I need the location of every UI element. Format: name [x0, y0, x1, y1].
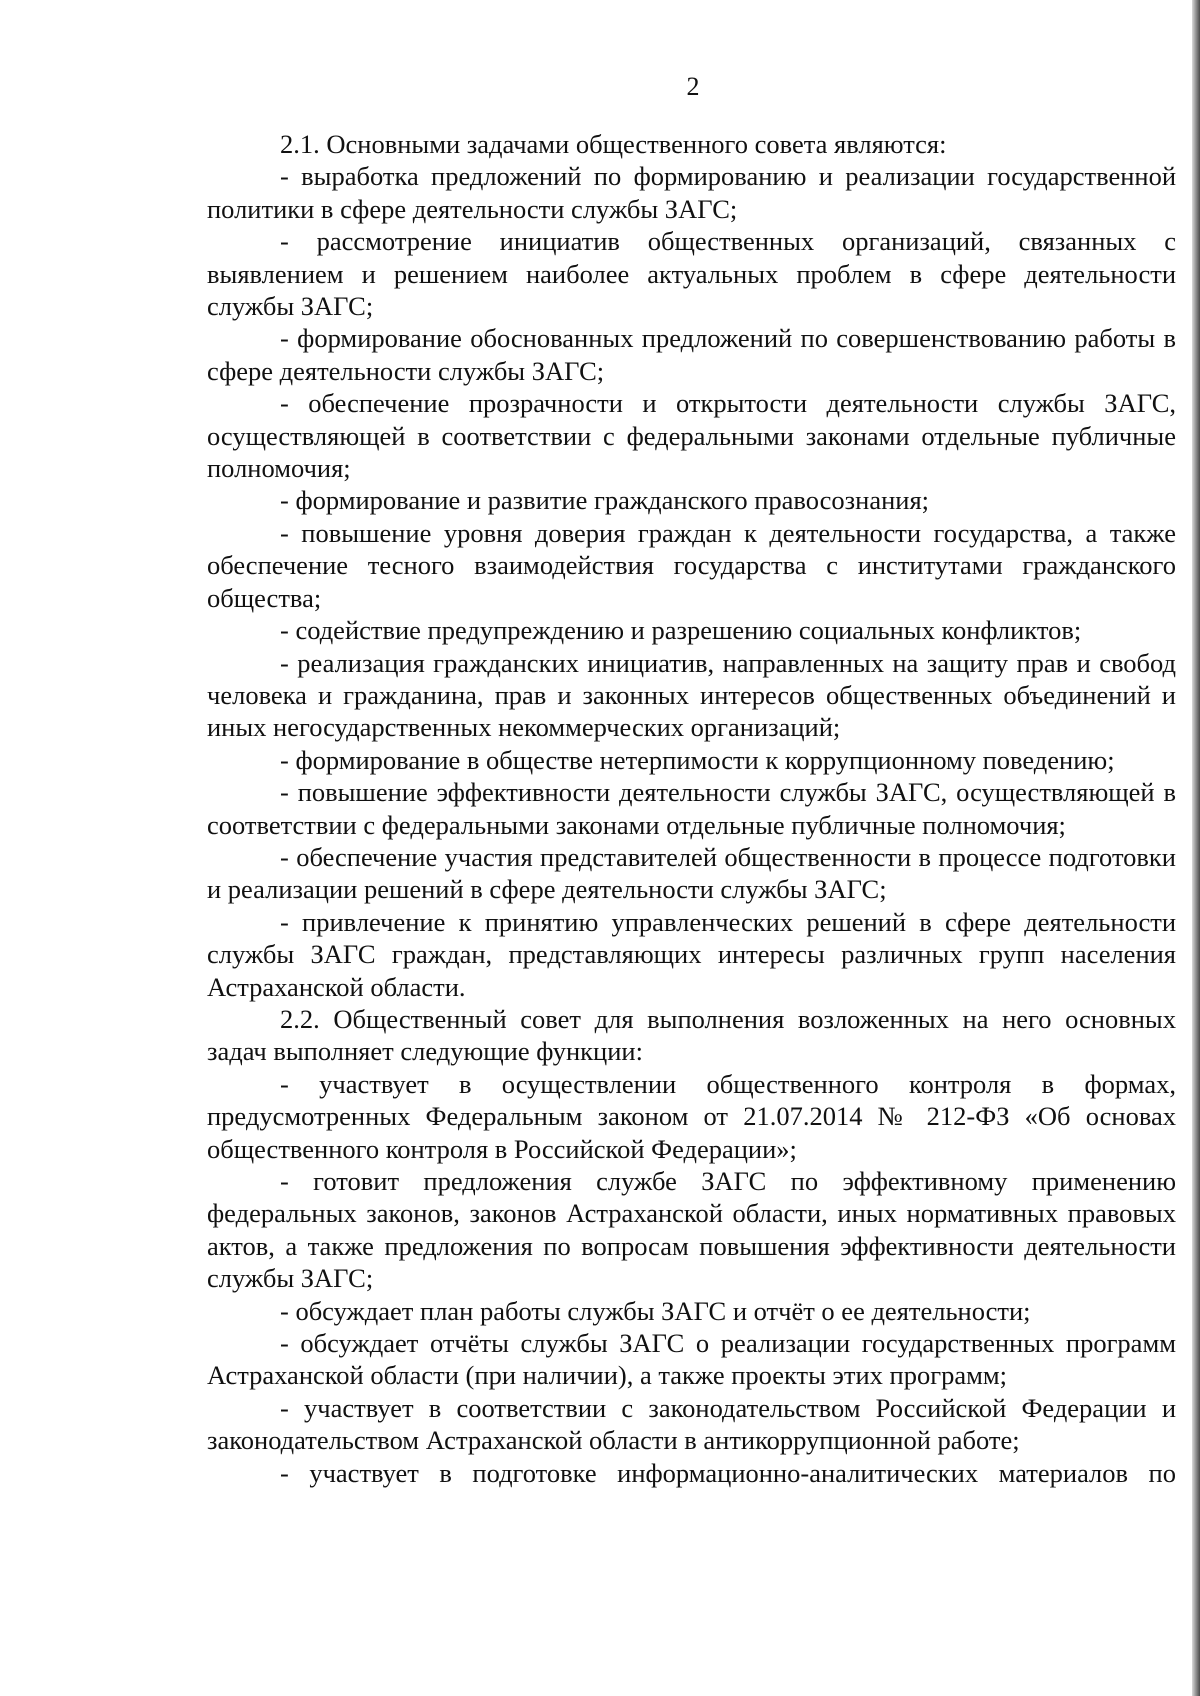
paragraph: - обсуждает отчёты службы ЗАГС о реализации государственных программ Астраханской области (при наличии), а также проекты этих программ;	[207, 1328, 1176, 1391]
paragraph: - участвует в подготовке информационно-аналитических материалов по	[280, 1457, 1176, 1488]
paragraph: 2.2. Общественный совет для выполнения возложенных на него основных задач выполняет следующие функции:	[207, 1003, 1176, 1067]
paragraph: - формирование и развитие гражданского правосознания;	[280, 485, 929, 516]
paragraph: - формирование обоснованных предложений по совершенствованию работы в сфере деятельности службы ЗАГС;	[207, 323, 1176, 386]
paragraph: - повышение эффективности деятельности службы ЗАГС, осуществляющей в соответствии с федеральными законами отдельные публичные полномочия;	[207, 777, 1176, 840]
scan-edge	[1192, 0, 1200, 1696]
paragraph: - содействие предупреждению и разрешению социальных конфликтов;	[280, 615, 1082, 646]
paragraph: - обсуждает план работы службы ЗАГС и отчёт о ее деятельности;	[280, 1295, 1031, 1326]
document-body	[207, 128, 1176, 1489]
paragraph: - участвует в соответствии с законодательством Российской Федерации и законодательством Астраханской области в антикоррупционной работе;	[207, 1392, 1176, 1456]
paragraph: - рассмотрение инициатив общественных организаций, связанных с выявлением и решением наиболее актуальных проблем в сфере деятельности службы ЗАГС;	[207, 226, 1176, 322]
paragraph: - выработка предложений по формированию и реализации государственной политики в сфере деятельности службы ЗАГС;	[207, 161, 1176, 224]
paragraph: - обеспечение участия представителей общественности в процессе подготовки и реализации решений в сфере деятельности службы ЗАГС;	[207, 841, 1176, 905]
paragraph: - реализация гражданских инициатив, направленных на защиту прав и свобод человека и гражданина, прав и законных интересов общественных объединений и иных негосударственных некоммерческих организаций;	[207, 647, 1176, 743]
paragraph: - привлечение к принятию управленческих решений в сфере деятельности службы ЗАГС граждан, представляющих интересы различных групп населения Астраханской области.	[207, 906, 1176, 1002]
paragraph: 2.1. Основными задачами общественного совета являются:	[280, 129, 947, 159]
paragraph: - участвует в осуществлении общественного контроля в формах, предусмотренных Федеральным законом от 21.07.2014 № 212-ФЗ «Об основах общественного контроля в Российской Федерации»;	[207, 1068, 1176, 1164]
paragraph: - формирование в обществе нетерпимости к коррупционному поведению;	[280, 744, 1115, 775]
page-number: 2	[686, 72, 700, 101]
paragraph: - обеспечение прозрачности и открытости деятельности службы ЗАГС, осуществляющей в соответствии с федеральными законами отдельные публичные полномочия;	[207, 388, 1176, 484]
paragraph: - готовит предложения службе ЗАГС по эффективному применению федеральных законов, законов Астраханской области, иных нормативных правовых актов, а также предложения по вопросам повышения эффективности деятельности службы ЗАГС;	[207, 1166, 1176, 1294]
paragraph: - повышение уровня доверия граждан к деятельности государства, а также обеспечение тесного взаимодействия государства с институтами гражданского общества;	[207, 517, 1176, 613]
